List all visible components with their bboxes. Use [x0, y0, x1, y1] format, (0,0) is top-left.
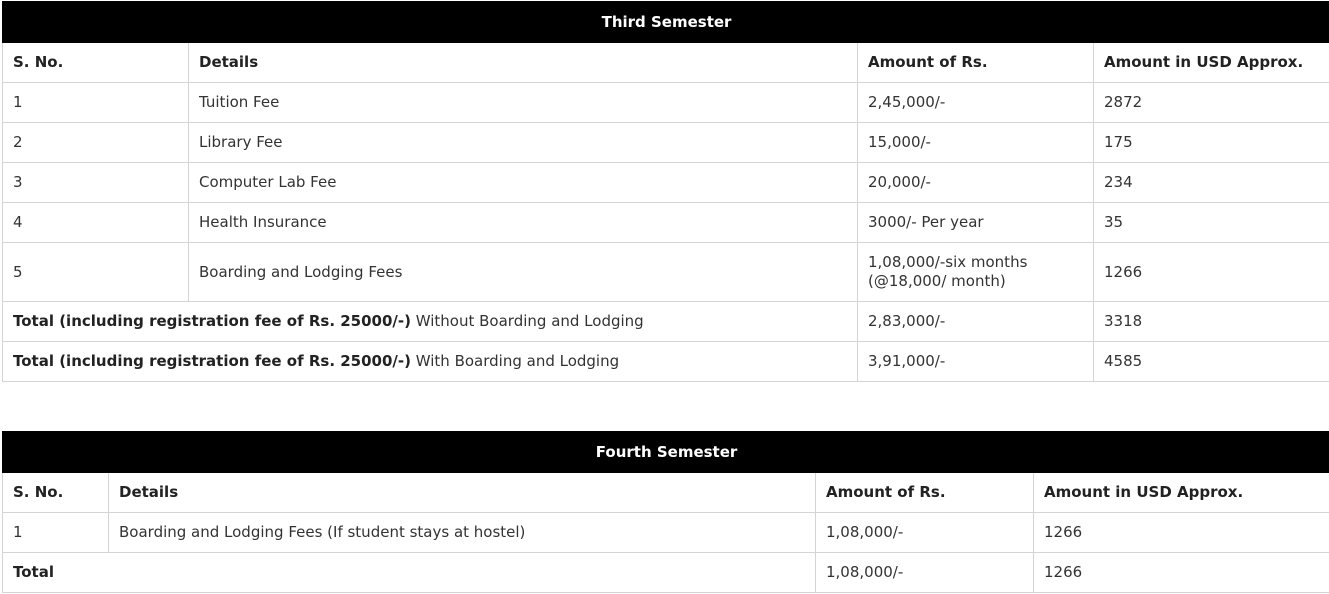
total-label-rest: Without Boarding and Lodging: [410, 312, 644, 330]
total-label-bold: Total (including registration fee of Rs. 25000/-): [13, 312, 411, 330]
cell-amount-usd: 2872: [1094, 83, 1329, 123]
header-sno: S. No.: [3, 473, 109, 513]
header-sno: S. No.: [3, 43, 189, 83]
total-amount-rs: 1,08,000/-: [816, 553, 1034, 593]
total-row: [3, 553, 1329, 593]
cell-details: Boarding and Lodging Fees: [189, 243, 858, 302]
cell-amount-usd: 1266: [1034, 513, 1329, 553]
table-title-row: [3, 2, 1329, 43]
total-label: [3, 342, 858, 382]
total-amount-usd: 1266: [1034, 553, 1329, 593]
cell-sno: 2: [3, 123, 189, 163]
cell-amount-rs: 2,45,000/-: [858, 83, 1094, 123]
header-amount-usd: Amount in USD Approx.: [1094, 43, 1329, 83]
header-amount-rs: Amount of Rs.: [816, 473, 1034, 513]
cell-sno: 5: [3, 243, 189, 302]
table-row: [3, 203, 1329, 243]
cell-amount-usd: 1266: [1094, 243, 1329, 302]
amount-rs-line2: (@18,000/ month): [868, 272, 1006, 290]
third-semester-table: [2, 1, 1329, 382]
total-label-bold: Total (including registration fee of Rs. 25000/-): [13, 352, 411, 370]
cell-details: Tuition Fee: [189, 83, 858, 123]
cell-sno: 4: [3, 203, 189, 243]
table-title: Third Semester: [3, 2, 1329, 43]
header-details: Details: [109, 473, 816, 513]
cell-details: Library Fee: [189, 123, 858, 163]
total-row: [3, 302, 1329, 342]
fourth-semester-table: [2, 431, 1329, 593]
total-amount-usd: 3318: [1094, 302, 1329, 342]
cell-sno: 3: [3, 163, 189, 203]
table-row: [3, 513, 1329, 553]
header-details: Details: [189, 43, 858, 83]
total-amount-rs: 3,91,000/-: [858, 342, 1094, 382]
amount-rs-line1: 1,08,000/-six months: [868, 253, 1028, 271]
header-amount-usd: Amount in USD Approx.: [1034, 473, 1329, 513]
cell-amount-rs: 20,000/-: [858, 163, 1094, 203]
table-header-row: [3, 43, 1329, 83]
cell-amount-usd: 35: [1094, 203, 1329, 243]
cell-amount-usd: 234: [1094, 163, 1329, 203]
table-row: [3, 83, 1329, 123]
total-amount-usd: 4585: [1094, 342, 1329, 382]
table-header-row: [3, 473, 1329, 513]
cell-sno: 1: [3, 513, 109, 553]
table-title-row: [3, 432, 1329, 473]
cell-amount-rs: 15,000/-: [858, 123, 1094, 163]
cell-sno: 1: [3, 83, 189, 123]
cell-amount-rs: 3000/- Per year: [858, 203, 1094, 243]
cell-amount-rs: [858, 243, 1094, 302]
table-title: Fourth Semester: [3, 432, 1329, 473]
total-label: Total: [3, 553, 816, 593]
cell-amount-usd: 175: [1094, 123, 1329, 163]
total-label-rest: With Boarding and Lodging: [410, 352, 620, 370]
cell-details: Computer Lab Fee: [189, 163, 858, 203]
table-row: [3, 123, 1329, 163]
header-amount-rs: Amount of Rs.: [858, 43, 1094, 83]
total-label: [3, 302, 858, 342]
cell-amount-rs: 1,08,000/-: [816, 513, 1034, 553]
table-row: [3, 243, 1329, 302]
total-row: [3, 342, 1329, 382]
cell-details: Health Insurance: [189, 203, 858, 243]
table-row: [3, 163, 1329, 203]
cell-details: Boarding and Lodging Fees (If student stays at hostel): [109, 513, 816, 553]
total-amount-rs: 2,83,000/-: [858, 302, 1094, 342]
